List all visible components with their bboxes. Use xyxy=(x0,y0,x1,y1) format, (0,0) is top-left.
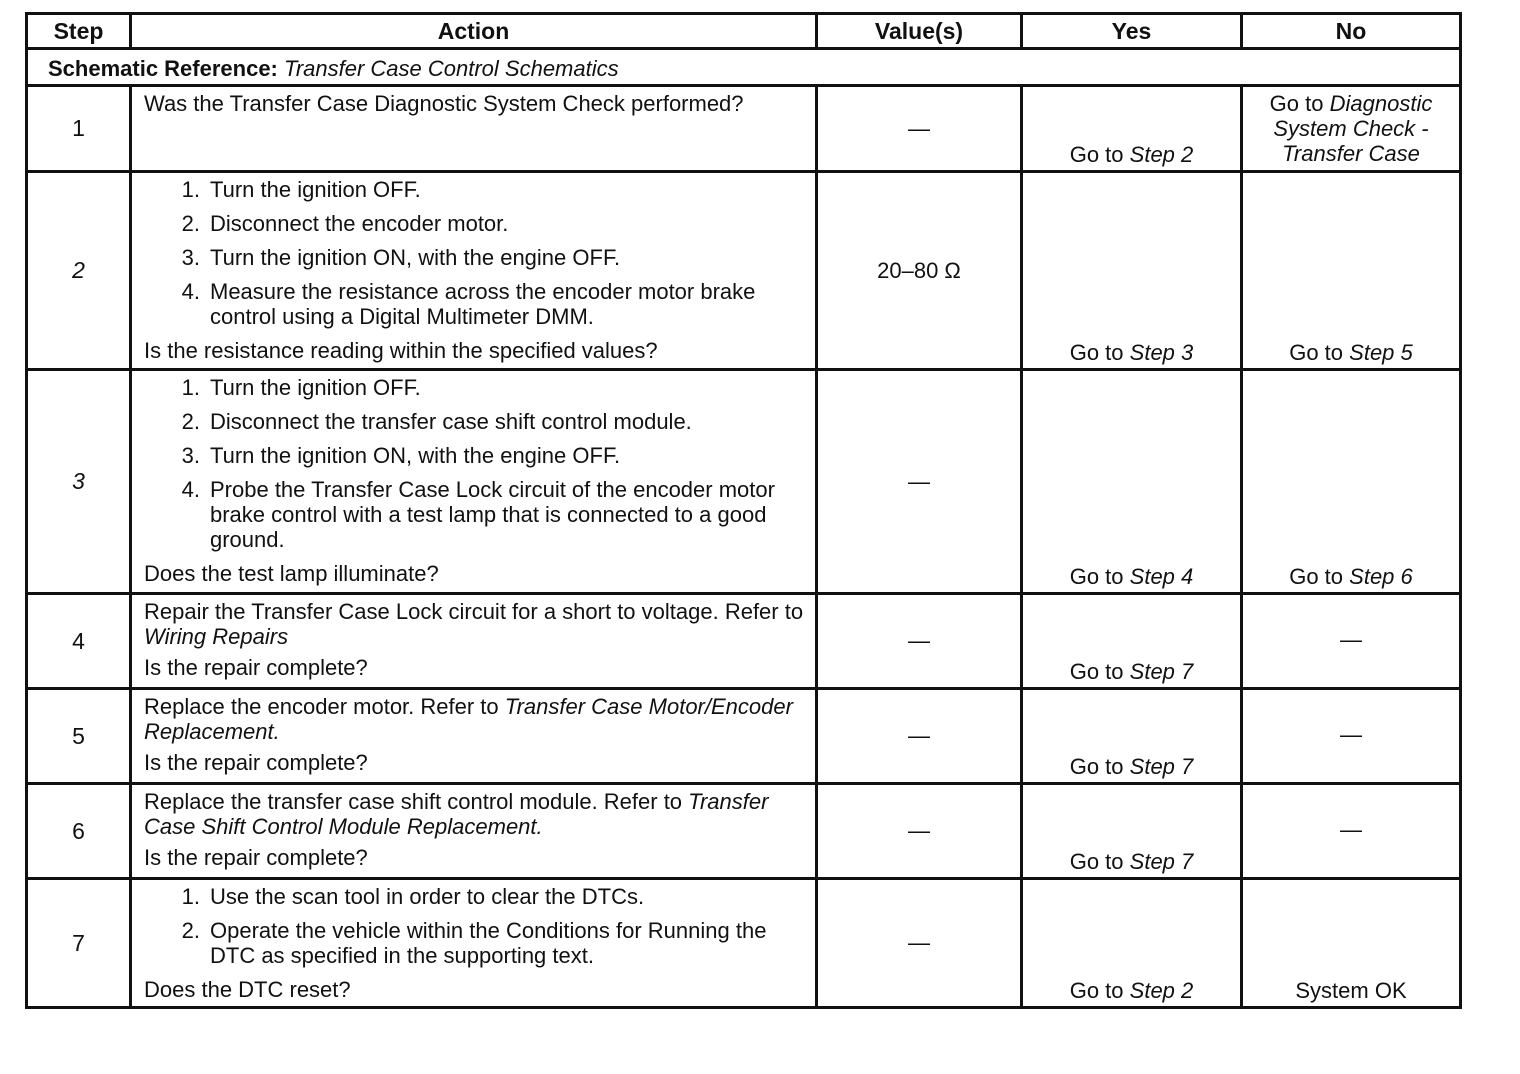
yes-prefix: Go to xyxy=(1069,754,1124,779)
no-cell xyxy=(1242,370,1461,594)
value-cell: — xyxy=(817,689,1022,784)
no-cell xyxy=(1242,172,1461,370)
value-cell: — xyxy=(817,879,1022,1008)
header-row xyxy=(27,14,1461,49)
list-item: 4. Measure the resistance across the encoder motor brake control using a Digital Multimeter DMM. xyxy=(181,279,756,329)
header-values: Value(s) xyxy=(817,14,1022,49)
yes-cell xyxy=(1022,784,1242,879)
action-text: Replace the transfer case shift control module. Refer to Transfer Case Shift Control Module Replacement. xyxy=(144,789,769,839)
table-row xyxy=(27,86,1461,172)
list-item: 2. Disconnect the encoder motor. xyxy=(181,211,509,236)
list-item: 2. Operate the vehicle within the Conditions for Running the DTC as specified in the supporting text. xyxy=(181,918,767,968)
header-action: Action xyxy=(131,14,817,49)
action-steps-list xyxy=(144,375,805,552)
action-link[interactable]: Wiring Repairs xyxy=(144,624,289,649)
action-steps-list xyxy=(144,177,805,329)
table-row xyxy=(27,784,1461,879)
schematic-reference xyxy=(27,49,1461,86)
schematic-reference-row xyxy=(27,49,1461,86)
step-number: 3 xyxy=(27,370,131,594)
header-yes: Yes xyxy=(1022,14,1242,49)
yes-step-link[interactable]: Step 3 xyxy=(1129,340,1194,365)
yes-cell xyxy=(1022,86,1242,172)
table-row xyxy=(27,879,1461,1008)
action-question: Is the repair complete? xyxy=(144,655,368,680)
action-link[interactable]: Transfer Case Shift Control Module Replacement. xyxy=(144,789,769,839)
action-cell xyxy=(131,370,817,594)
yes-cell xyxy=(1022,689,1242,784)
yes-prefix: Go to xyxy=(1069,659,1124,684)
action-cell xyxy=(131,594,817,689)
yes-prefix: Go to xyxy=(1069,340,1124,365)
yes-cell xyxy=(1022,370,1242,594)
reference-link[interactable]: Transfer Case Control Schematics xyxy=(284,56,619,81)
table-row xyxy=(27,689,1461,784)
no-cell: — xyxy=(1242,594,1461,689)
list-item: 4. Probe the Transfer Case Lock circuit of the encoder motor brake control with a test lamp that is connected to a good ground. xyxy=(181,477,775,552)
table-row xyxy=(27,172,1461,370)
yes-prefix: Go to xyxy=(1069,142,1124,167)
step-number: 1 xyxy=(27,86,131,172)
table-row xyxy=(27,594,1461,689)
action-question: Is the repair complete? xyxy=(144,750,368,775)
action-cell xyxy=(131,172,817,370)
step-number: 5 xyxy=(27,689,131,784)
action-cell xyxy=(131,86,817,172)
yes-cell xyxy=(1022,172,1242,370)
list-item: 2. Disconnect the transfer case shift control module. xyxy=(181,409,692,434)
no-step-link[interactable]: Step 5 xyxy=(1349,340,1413,365)
action-link[interactable]: Transfer Case Motor/Encoder Replacement. xyxy=(144,694,793,744)
no-prefix: Go to xyxy=(1269,91,1324,116)
value-cell: — xyxy=(817,86,1022,172)
list-item: 1. Turn the ignition OFF. xyxy=(181,177,421,202)
no-prefix: Go to xyxy=(1289,564,1344,589)
action-text: Was the Transfer Case Diagnostic System Check performed? xyxy=(144,91,744,116)
header-step: Step xyxy=(27,14,131,49)
yes-step-link[interactable]: Step 2 xyxy=(1129,142,1194,167)
step-number: 2 xyxy=(27,172,131,370)
action-cell xyxy=(131,879,817,1008)
yes-step-link[interactable]: Step 4 xyxy=(1129,564,1194,589)
list-item: 3. Turn the ignition ON, with the engine OFF. xyxy=(181,443,621,468)
no-cell: — xyxy=(1242,689,1461,784)
no-prefix: Go to xyxy=(1289,340,1344,365)
no-cell: — xyxy=(1242,784,1461,879)
action-cell xyxy=(131,689,817,784)
yes-cell xyxy=(1022,879,1242,1008)
no-link[interactable]: Diagnostic System Check - Transfer Case xyxy=(1273,91,1433,166)
yes-step-link[interactable]: Step 7 xyxy=(1129,659,1194,684)
diagnostic-table xyxy=(25,12,1462,1009)
step-number: 6 xyxy=(27,784,131,879)
yes-prefix: Go to xyxy=(1069,978,1124,1003)
header-no: No xyxy=(1242,14,1461,49)
yes-cell xyxy=(1022,594,1242,689)
action-steps-list xyxy=(144,884,805,968)
yes-step-link[interactable]: Step 2 xyxy=(1129,978,1194,1003)
action-text: Repair the Transfer Case Lock circuit for a short to voltage. Refer to Wiring Repairs xyxy=(144,599,804,649)
reference-label: Schematic Reference: xyxy=(48,56,278,81)
yes-prefix: Go to xyxy=(1069,564,1124,589)
no-cell xyxy=(1242,86,1461,172)
action-question: Does the DTC reset? xyxy=(144,977,351,1002)
list-item: 1. Use the scan tool in order to clear the DTCs. xyxy=(181,884,645,909)
yes-prefix: Go to xyxy=(1069,849,1124,874)
step-number: 7 xyxy=(27,879,131,1008)
value-cell: 20–80 Ω xyxy=(817,172,1022,370)
list-item: 1. Turn the ignition OFF. xyxy=(181,375,421,400)
value-cell: — xyxy=(817,370,1022,594)
action-question: Is the repair complete? xyxy=(144,845,368,870)
list-item: 3. Turn the ignition ON, with the engine OFF. xyxy=(181,245,621,270)
table-row xyxy=(27,370,1461,594)
yes-step-link[interactable]: Step 7 xyxy=(1129,849,1194,874)
step-number: 4 xyxy=(27,594,131,689)
action-question: Is the resistance reading within the specified values? xyxy=(144,338,658,363)
no-cell: System OK xyxy=(1242,879,1461,1008)
action-question: Does the test lamp illuminate? xyxy=(144,561,439,586)
action-text: Replace the encoder motor. Refer to Transfer Case Motor/Encoder Replacement. xyxy=(144,694,793,744)
action-cell xyxy=(131,784,817,879)
no-step-link[interactable]: Step 6 xyxy=(1349,564,1413,589)
value-cell: — xyxy=(817,784,1022,879)
value-cell: — xyxy=(817,594,1022,689)
yes-step-link[interactable]: Step 7 xyxy=(1129,754,1194,779)
